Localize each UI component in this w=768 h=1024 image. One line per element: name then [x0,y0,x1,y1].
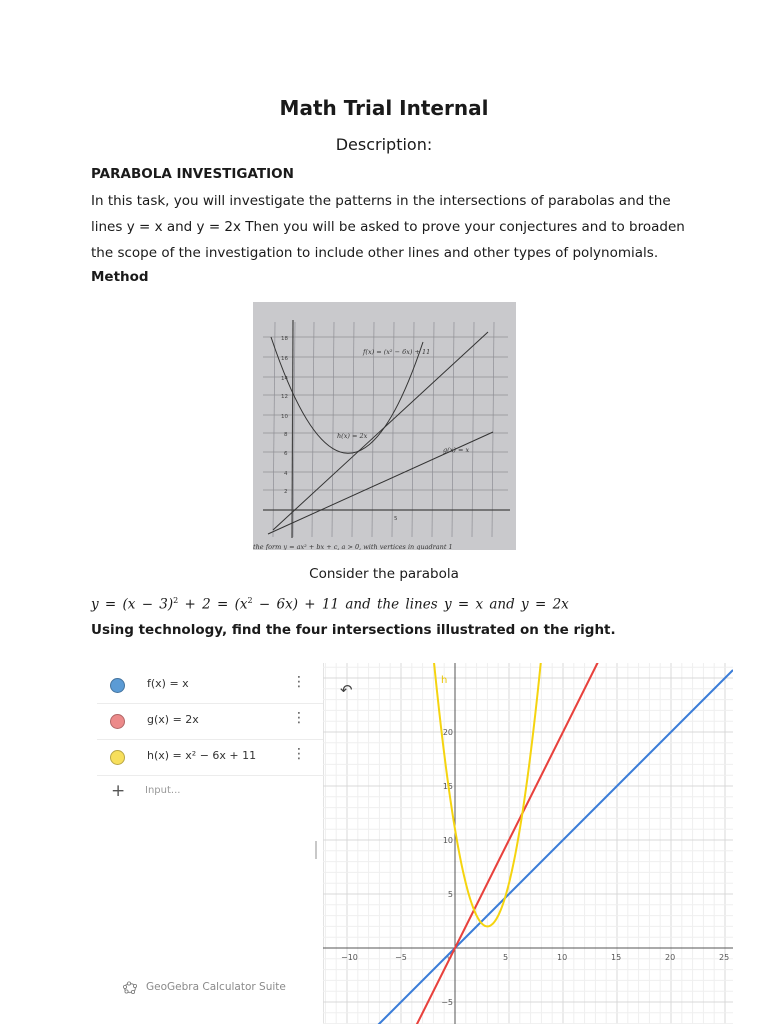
photo-y-tick: 14 [281,376,288,382]
input-row[interactable] [97,775,323,811]
intro-paragraph: In this task, you will investigate the patterns in the intersections of parabolas and the lines y = x and y = 2x Then you will be asked to prove your conjectures and to broaden the scope of the investigation to include other lines and other types of polynomials. [91,193,685,261]
photo-x-tick: 5 [394,516,398,522]
branding-text: GeoGebra Calculator Suite [146,981,286,993]
y-tick-label: −5 [441,998,453,1007]
parabola-formula [91,596,569,613]
consider-text: Consider the parabola [309,566,459,582]
formula-part: y = (x − 3) [91,596,174,613]
expression-text[interactable]: h(x) = x² − 6x + 11 [147,749,257,762]
x-tick-label: 5 [503,953,509,962]
x-tick-label: 15 [611,953,622,962]
expression-text[interactable]: f(x) = x [147,677,189,690]
method-heading: Method [91,269,149,285]
expression-row[interactable] [97,667,323,704]
y-tick-label: 20 [442,728,453,737]
x-tick-label: −5 [395,953,407,962]
algebra-panel [97,663,324,1024]
graph-view[interactable] [323,663,733,1024]
formula-part: + 2 = (x [178,596,248,613]
instruction-text: Using technology, find the four intersections illustrated on the right. [91,622,616,638]
textbook-graph-svg [253,302,516,550]
photo-y-tick: 12 [281,394,288,400]
photo-f-label: f(x) = (x² − 6x) + 11 [363,348,431,356]
photo-y-axis [292,320,293,538]
photo-caption: the form y = ax² + bx + c, a > 0, with vertices in quadrant 1 [253,543,453,550]
geogebra-screenshot [97,663,733,1024]
origin-label: 0 [447,952,453,961]
photo-y-tick: 16 [281,356,288,362]
input-field[interactable]: Input... [145,785,181,796]
x-tick-label: 25 [719,953,730,962]
undo-icon[interactable]: ↶ [340,681,353,699]
photo-line-2x [273,332,488,530]
visibility-toggle[interactable] [110,678,125,693]
page-title: Math Trial Internal [279,96,489,120]
expression-row[interactable] [97,703,323,740]
x-tick-label: 20 [665,953,676,962]
x-tick-label: 10 [557,953,568,962]
photo-y-tick: 4 [284,471,288,477]
photo-g-label: g(x) = x [443,446,470,454]
photo-y-tick: 6 [284,451,288,457]
y-tick-label: 15 [442,782,453,791]
geogebra-logo-icon [123,981,137,995]
add-icon[interactable]: + [111,781,126,801]
more-options-icon[interactable]: ⋮ [292,710,306,726]
y-tick-label: 5 [447,890,453,899]
photo-y-tick: 2 [284,489,288,495]
expression-row[interactable] [97,739,323,776]
y-tick-label: 10 [442,836,453,845]
visibility-toggle[interactable] [110,714,125,729]
formula-exponent: 2 [247,596,253,605]
photo-h-label: h(x) = 2x [337,432,368,440]
grid [323,663,733,1024]
photo-y-tick: 10 [281,414,288,420]
more-options-icon[interactable]: ⋮ [292,674,306,690]
photo-y-tick: 18 [281,336,288,342]
textbook-graph-photo [253,302,516,550]
section-heading: PARABOLA INVESTIGATION [91,166,294,182]
description-label: Description: [335,135,433,154]
formula-part: − 6x) + 11 and the lines y = x and y = 2x [252,596,569,613]
curve-label-h: h [441,675,448,686]
photo-y-tick: 8 [284,432,288,438]
more-options-icon[interactable]: ⋮ [292,746,306,762]
expression-text[interactable]: g(x) = 2x [147,713,199,726]
panel-resize-handle[interactable] [315,841,317,859]
visibility-toggle[interactable] [110,750,125,765]
formula-exponent: 2 [173,596,179,605]
x-tick-label: −10 [341,953,358,962]
